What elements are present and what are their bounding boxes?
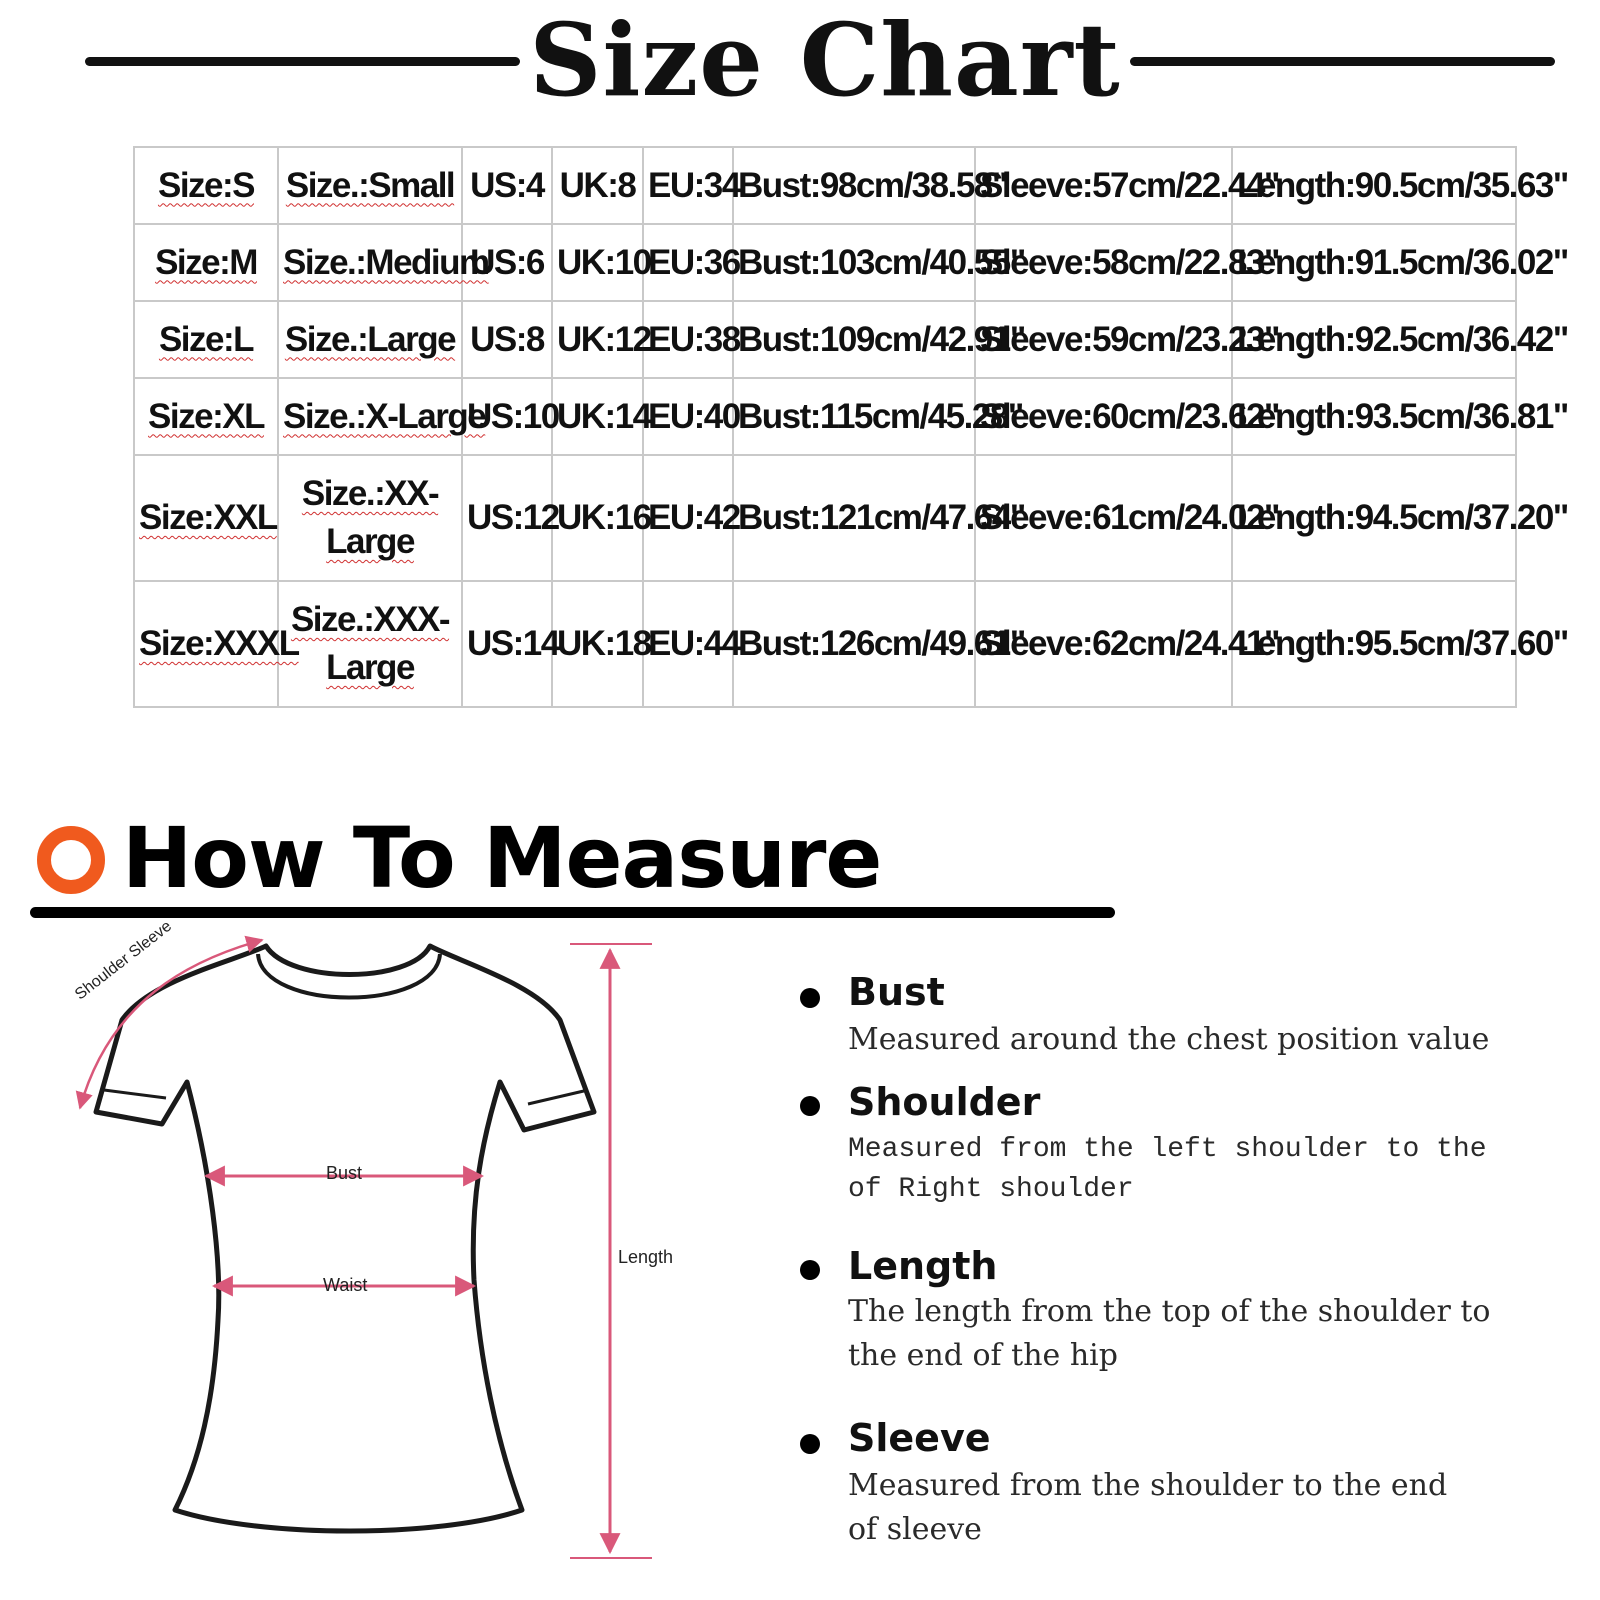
page-title: Size Chart (529, 1, 1121, 119)
waist-label: Waist (323, 1275, 368, 1295)
note-heading: Bust (848, 970, 945, 1014)
title-rule-right (1130, 57, 1555, 66)
table-cell: EU:44 (643, 581, 733, 707)
table-cell: Size:M (134, 224, 278, 301)
table-cell: US:12 (462, 455, 552, 581)
table-cell: Size:XXL (134, 455, 278, 581)
table-cell: Size.:X-Large (278, 378, 462, 455)
table-cell: Size.:Medium (278, 224, 462, 301)
table-row (134, 455, 1516, 581)
bullet-icon (800, 988, 820, 1008)
orange-ring-icon (37, 826, 105, 894)
table-cell: Length:92.5cm/36.42" (1232, 301, 1516, 378)
length-label: Length (618, 1247, 674, 1267)
bust-label: Bust (326, 1163, 363, 1183)
table-cell: Bust:109cm/42.91" (733, 301, 975, 378)
table-cell: UK:18 (552, 581, 643, 707)
table-cell: Length:91.5cm/36.02" (1232, 224, 1516, 301)
table-cell: Bust:126cm/49.61" (733, 581, 975, 707)
table-cell: US:14 (462, 581, 552, 707)
table-row (134, 147, 1516, 224)
table-cell: EU:40 (643, 378, 733, 455)
note-heading: Sleeve (848, 1416, 991, 1460)
section-rule (30, 907, 1115, 918)
size-table (133, 146, 1568, 708)
table-cell: Length:90.5cm/35.63" (1232, 147, 1516, 224)
note-text-line-2: of Right shoulder (848, 1174, 1134, 1205)
tshirt-outline-icon (0, 940, 720, 1600)
note-text: Measured around the chest position value (848, 1022, 1490, 1057)
note-text-line-1: The length from the top of the shoulder to (848, 1294, 1491, 1329)
note-heading: Length (848, 1244, 998, 1288)
table-cell: Size:XL (134, 378, 278, 455)
table-cell: Sleeve:61cm/24.02" (975, 455, 1232, 581)
note-heading: Shoulder (848, 1080, 1041, 1124)
table-cell: EU:42 (643, 455, 733, 581)
table-cell: US:10 (462, 378, 552, 455)
table-cell: US:6 (462, 224, 552, 301)
table-cell: EU:38 (643, 301, 733, 378)
tshirt-diagram (0, 917, 720, 1600)
table-row (134, 581, 1516, 707)
table-cell: Bust:115cm/45.28" (733, 378, 975, 455)
table-cell: Size.:XXX-Large (278, 581, 462, 707)
table-cell: UK:12 (552, 301, 643, 378)
table-cell: Size.:Small (278, 147, 462, 224)
note-text-line-2: the end of the hip (848, 1338, 1118, 1373)
table-cell: UK:8 (552, 147, 643, 224)
table-cell: UK:10 (552, 224, 643, 301)
table-cell: Length:94.5cm/37.20" (1232, 455, 1516, 581)
table-cell: UK:16 (552, 455, 643, 581)
table-cell: Bust:103cm/40.55" (733, 224, 975, 301)
bullet-icon (800, 1260, 820, 1280)
table-cell: US:4 (462, 147, 552, 224)
table-cell: UK:14 (552, 378, 643, 455)
table-cell: EU:36 (643, 224, 733, 301)
table-cell: Sleeve:59cm/23.23" (975, 301, 1232, 378)
note-text-line-2: of sleeve (848, 1512, 982, 1547)
shoulder-sleeve-label: Shoulder Sleeve (72, 917, 175, 1004)
table-cell: EU:34 (643, 147, 733, 224)
table-cell: Size.:XX-Large (278, 455, 462, 581)
table-cell: Size.:Large (278, 301, 462, 378)
table-cell: Sleeve:62cm/24.41" (975, 581, 1232, 707)
how-to-measure-title: How To Measure (122, 809, 882, 907)
table-cell: Bust:98cm/38.58" (733, 147, 975, 224)
note-text-line-1: Measured from the left shoulder to the (848, 1134, 1487, 1165)
table-row (134, 224, 1516, 301)
table-cell: Size:L (134, 301, 278, 378)
table-cell: US:8 (462, 301, 552, 378)
table-cell: Size:XXXL (134, 581, 278, 707)
table-row (134, 378, 1516, 455)
table-cell: Length:95.5cm/37.60" (1232, 581, 1516, 707)
table-cell: Sleeve:58cm/22.83" (975, 224, 1232, 301)
title-rule-left (85, 57, 520, 66)
table-cell: Size:S (134, 147, 278, 224)
table-cell: Sleeve:60cm/23.62" (975, 378, 1232, 455)
table-cell: Sleeve:57cm/22.44" (975, 147, 1232, 224)
table-cell: Length:93.5cm/36.81" (1232, 378, 1516, 455)
bullet-icon (800, 1096, 820, 1116)
table-cell: Bust:121cm/47.64" (733, 455, 975, 581)
bullet-icon (800, 1434, 820, 1454)
table-row (134, 301, 1516, 378)
note-text-line-1: Measured from the shoulder to the end (848, 1468, 1448, 1503)
